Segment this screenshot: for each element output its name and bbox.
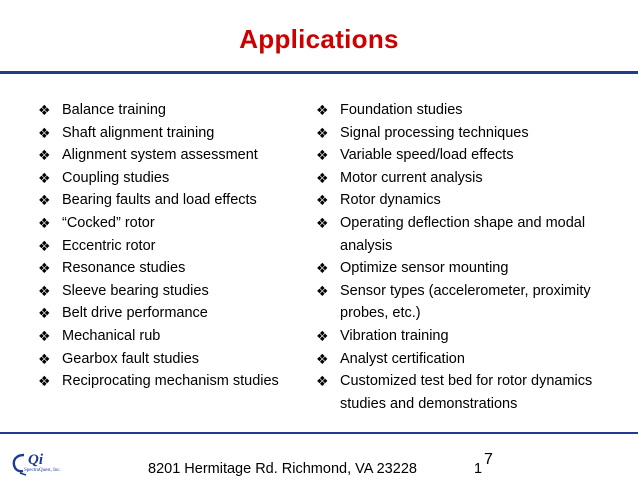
bottom-divider — [0, 432, 638, 434]
application-item — [36, 370, 306, 393]
page-number: 1 — [474, 461, 483, 477]
diamond-bullet-icon: ❖ — [316, 147, 329, 164]
application-item — [314, 280, 628, 325]
application-item — [36, 348, 306, 371]
diamond-bullet-icon: ❖ — [38, 327, 51, 344]
diamond-bullet-icon: ❖ — [316, 192, 329, 209]
application-item-label: “Cocked” rotor — [62, 214, 155, 231]
application-item-label: Eccentric rotor — [62, 237, 156, 254]
diamond-bullet-icon: ❖ — [316, 169, 329, 186]
application-item-label: Mechanical rub — [62, 327, 161, 344]
diamond-bullet-icon: ❖ — [38, 305, 51, 322]
diamond-bullet-icon: ❖ — [316, 350, 329, 367]
application-item-label: Customized test bed for rotor dynamics studies and demonstrations — [340, 373, 593, 412]
diamond-bullet-icon: ❖ — [316, 282, 329, 299]
application-item-label: Optimize sensor mounting — [340, 260, 509, 277]
application-item — [36, 235, 306, 258]
application-item — [314, 122, 628, 145]
diamond-bullet-icon: ❖ — [38, 147, 51, 164]
logo-company-name: SpectraQuest, Inc. — [24, 468, 61, 473]
slide-title: Applications — [239, 24, 399, 54]
application-item-label: Sleeve bearing studies — [62, 282, 209, 299]
application-item — [36, 212, 306, 235]
application-item — [36, 280, 306, 303]
right-application-list — [314, 99, 628, 415]
application-item — [36, 189, 306, 212]
application-item-label: Shaft alignment training — [62, 124, 215, 141]
diamond-bullet-icon: ❖ — [316, 102, 329, 118]
application-item — [314, 348, 628, 371]
diamond-bullet-icon: ❖ — [38, 282, 51, 299]
application-item-label: Sensor types (accelerometer, proximity probes, etc.) — [340, 282, 591, 322]
application-item-label: Resonance studies — [62, 260, 186, 277]
application-item-label: Rotor dynamics — [340, 192, 441, 209]
application-item-label: Balance training — [62, 102, 166, 118]
top-divider — [0, 71, 638, 74]
diamond-bullet-icon: ❖ — [38, 260, 51, 277]
application-item-label: Vibration training — [340, 327, 449, 344]
application-item — [314, 257, 628, 280]
application-item — [36, 325, 306, 348]
application-item — [314, 212, 628, 257]
application-item — [314, 144, 628, 167]
application-item — [36, 302, 306, 325]
application-item — [36, 99, 306, 122]
application-item-label: Alignment system assessment — [62, 147, 258, 164]
application-item — [314, 370, 628, 415]
application-item — [36, 122, 306, 145]
diamond-bullet-icon: ❖ — [38, 192, 51, 209]
footer-address: 8201 Hermitage Rd. Richmond, VA 23228 — [148, 461, 417, 477]
application-item-label: Foundation studies — [340, 102, 463, 118]
application-item — [314, 325, 628, 348]
diamond-bullet-icon: ❖ — [38, 169, 51, 186]
diamond-bullet-icon: ❖ — [316, 373, 329, 390]
diamond-bullet-icon: ❖ — [38, 102, 51, 118]
application-item-label: Variable speed/load effects — [340, 147, 514, 164]
diamond-bullet-icon: ❖ — [316, 260, 329, 277]
application-item-label: Analyst certification — [340, 350, 465, 367]
diamond-bullet-icon: ❖ — [38, 350, 51, 367]
diamond-bullet-icon: ❖ — [38, 237, 51, 254]
application-item — [36, 257, 306, 280]
diamond-bullet-icon: ❖ — [38, 373, 51, 390]
diamond-bullet-icon: ❖ — [38, 214, 51, 231]
application-item-label: Reciprocating mechanism studies — [62, 373, 279, 390]
application-item-label: Coupling studies — [62, 169, 170, 186]
application-item-label: Gearbox fault studies — [62, 350, 200, 367]
application-item-label: Bearing faults and load effects — [62, 192, 257, 209]
company-logo — [10, 452, 72, 476]
page-number-sup: 7 — [484, 451, 493, 468]
application-item-label: Operating deflection shape and modal analysis — [340, 214, 586, 254]
logo-wordmark: Qi — [28, 452, 43, 468]
left-application-list — [36, 99, 306, 393]
diamond-bullet-icon: ❖ — [316, 124, 329, 141]
application-item-label: Belt drive performance — [62, 305, 208, 322]
application-item — [36, 167, 306, 190]
application-item — [314, 167, 628, 190]
diamond-bullet-icon: ❖ — [316, 327, 329, 344]
application-item — [314, 189, 628, 212]
diamond-bullet-icon: ❖ — [316, 214, 329, 231]
application-item — [36, 144, 306, 167]
application-item-label: Signal processing techniques — [340, 124, 529, 141]
diamond-bullet-icon: ❖ — [38, 124, 51, 141]
application-item — [314, 99, 628, 122]
application-item-label: Motor current analysis — [340, 169, 483, 186]
